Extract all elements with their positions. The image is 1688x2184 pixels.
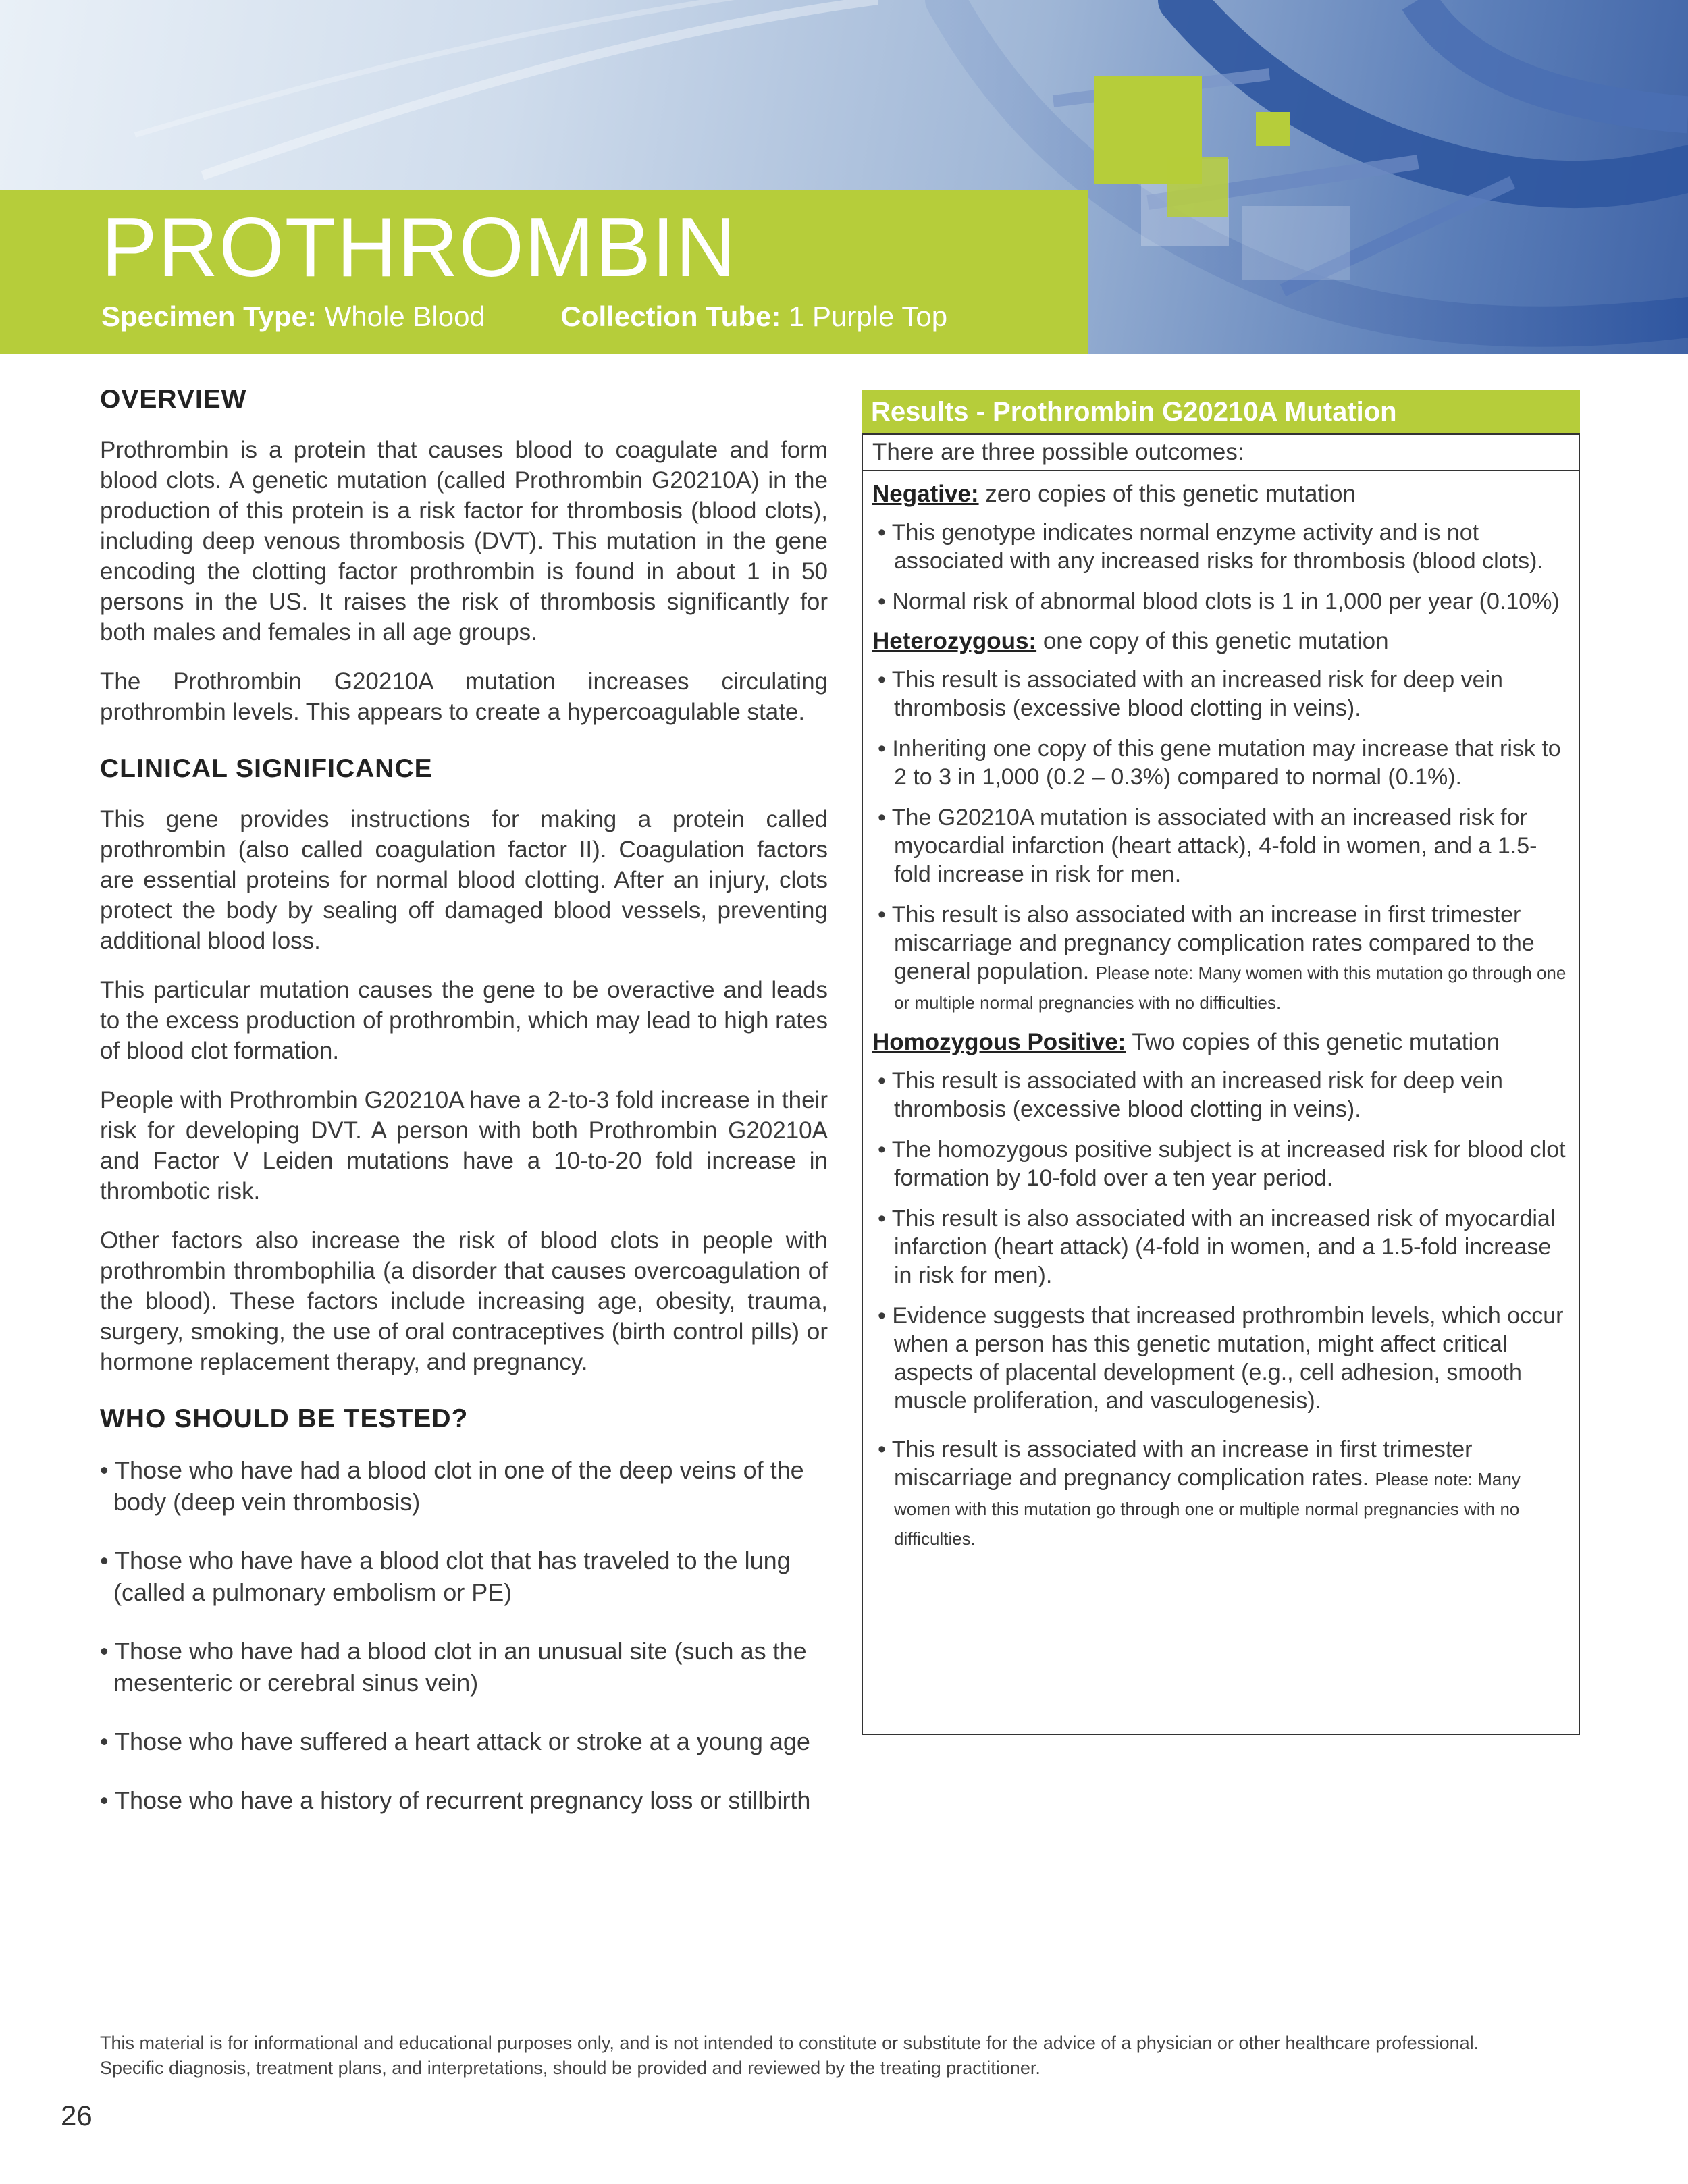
result-bullet: • This result is associated with an increase in first trimester miscarriage and pregnancy complication rates. Please note: Many women with this mutation go through one or multiple normal pregnancies with no difficulties. <box>878 1437 1521 1549</box>
accent-square <box>1256 112 1290 146</box>
who-tested-item: • Those who have have a blood clot that has traveled to the lung (called a pulmonary embolism or PE) <box>100 1547 791 1606</box>
who-tested-item: • Those who have a history of recurrent pregnancy loss or stillbirth <box>100 1786 811 1814</box>
left-column <box>100 378 828 1843</box>
result-bullet: • The homozygous positive subject is at increased risk for blood clot formation by 10-fold over a ten year period. <box>878 1137 1566 1191</box>
homozygous-label: Homozygous Positive: <box>872 1029 1126 1055</box>
clinical-heading: CLINICAL SIGNIFICANCE <box>100 754 433 783</box>
heterozygous-result: Heterozygous: one copy of this genetic mutation <box>872 628 1389 654</box>
disclaimer-line: This material is for informational and educational purposes only, and is not intended to constitute or substitute for the advice of a physician or other healthcare professional. <box>100 2033 1479 2053</box>
results-box <box>862 433 1580 1735</box>
collection-tube-label: Collection Tube: <box>560 300 781 332</box>
disclaimer <box>100 2031 1619 2081</box>
page-number: 26 <box>61 2100 93 2131</box>
clinical-paragraph: This particular mutation causes the gene to be overactive and leads to the excess production of prothrombin, which may lead to high rates of blood clot formation. <box>100 977 828 1064</box>
specimen-type-label: Specimen Type: <box>101 300 317 332</box>
who-tested-item: • Those who have suffered a heart attack or stroke at a young age <box>100 1728 810 1755</box>
clinical-paragraph: This gene provides instructions for making a protein called prothrombin (also called coagulation factor II). Coagulation factors are essential proteins for normal blood clotting. After an injury, clots protect the body by sealing off damaged blood vessels, preventing additional blood loss. <box>100 806 828 954</box>
specimen-type-value: Whole Blood <box>324 300 485 332</box>
results-panel <box>862 390 1580 1735</box>
result-note: Please note: Many women with this mutation go through one or multiple normal pregnancies with no difficulties. <box>894 963 1566 1013</box>
result-bullet: • This result is associated with an increased risk for deep vein thrombosis (excessive blood clotting in veins). <box>878 667 1503 721</box>
overview-paragraph: Prothrombin is a protein that causes blood to coagulate and form blood clots. A genetic mutation (called Prothrombin G20210A) in the production of this protein is a risk factor for thrombosis (blood clots), including deep venous thrombosis (DVT). This mutation in the gene encoding the clotting factor prothrombin is found in about 1 in 50 persons in the US. It raises the risk of thrombosis significantly for both males and females in all age groups. <box>100 437 828 645</box>
result-bullet: • Inheriting one copy of this gene mutation may increase that risk to 2 to 3 in 1,000 (0.2 – 0.3%) compared to normal (0.1%). <box>878 736 1561 790</box>
negative-result: Negative: zero copies of this genetic mutation <box>872 481 1356 507</box>
result-bullet: • This result is associated with an increased risk for deep vein thrombosis (excessive blood clotting in veins). <box>878 1068 1503 1122</box>
result-bullet: • This genotype indicates normal enzyme activity and is not associated with any increased risks for thrombosis (blood clots). <box>878 520 1544 574</box>
negative-label: Negative: <box>872 481 979 507</box>
who-tested-heading: WHO SHOULD BE TESTED? <box>100 1404 469 1433</box>
collection-tube-value: 1 Purple Top <box>789 300 948 332</box>
accent-square <box>1167 157 1228 217</box>
result-note: Please note: Many women with this mutation go through one or multiple normal pregnancies with no difficulties. <box>894 1469 1521 1549</box>
results-heading: Results - Prothrombin G20210A Mutation <box>862 390 1580 433</box>
results-intro: There are three possible outcomes: <box>863 435 1579 471</box>
result-bullet: • This result is also associated with an increased risk of myocardial infarction (heart attack) (4-fold in women, and a 1.5-fold increase in risk for men). <box>878 1206 1556 1288</box>
specimen-info <box>101 300 1015 333</box>
result-bullet: • Evidence suggests that increased prothrombin levels, which occur when a person has this genetic mutation, might affect critical aspects of placental development (e.g., cell adhesion, smooth muscle proliferation, and vasculogenesis). <box>878 1303 1564 1414</box>
result-bullet: • The G20210A mutation is associated with an increased risk for myocardial infarction (heart attack), 4-fold in women, and a 1.5-fold increase in risk for men. <box>878 805 1537 887</box>
clinical-paragraph: Other factors also increase the risk of blood clots in people with prothrombin thrombophilia (a disorder that causes overcoagulation of the blood). These factors include increasing age, obesity, trauma, surgery, smoking, the use of oral contraceptives (birth control pills) or hormone replacement therapy, and pregnancy. <box>100 1227 828 1375</box>
overview-heading: OVERVIEW <box>100 385 247 414</box>
overview-paragraph: The Prothrombin G20210A mutation increases circulating prothrombin levels. This appears to create a hypercoagulable state. <box>100 668 828 725</box>
disclaimer-line: Specific diagnosis, treatment plans, and interpretations, should be provided and reviewed by the treating practitioner. <box>100 2058 1040 2078</box>
page-title: PROTHROMBIN <box>101 201 737 294</box>
who-tested-item: • Those who have had a blood clot in an unusual site (such as the mesenteric or cerebral sinus vein) <box>100 1637 807 1697</box>
result-bullet: • Normal risk of abnormal blood clots is 1 in 1,000 per year (0.10%) <box>878 589 1560 614</box>
result-bullet: • This result is also associated with an increase in first trimester miscarriage and pregnancy complication rates compared to the general population. Please note: Many women with this mutation go through one or multiple normal pregnancies with no difficulties. <box>878 902 1566 1013</box>
clinical-paragraph: People with Prothrombin G20210A have a 2-to-3 fold increase in their risk for developing DVT. A person with both Prothrombin G20210A and Factor V Leiden mutations have a 10-to-20 fold increase in thrombotic risk. <box>100 1087 828 1204</box>
who-tested-item: • Those who have had a blood clot in one of the deep veins of the body (deep vein thrombosis) <box>100 1456 804 1516</box>
heterozygous-label: Heterozygous: <box>872 628 1037 654</box>
homozygous-result: Homozygous Positive: Two copies of this genetic mutation <box>872 1029 1500 1055</box>
